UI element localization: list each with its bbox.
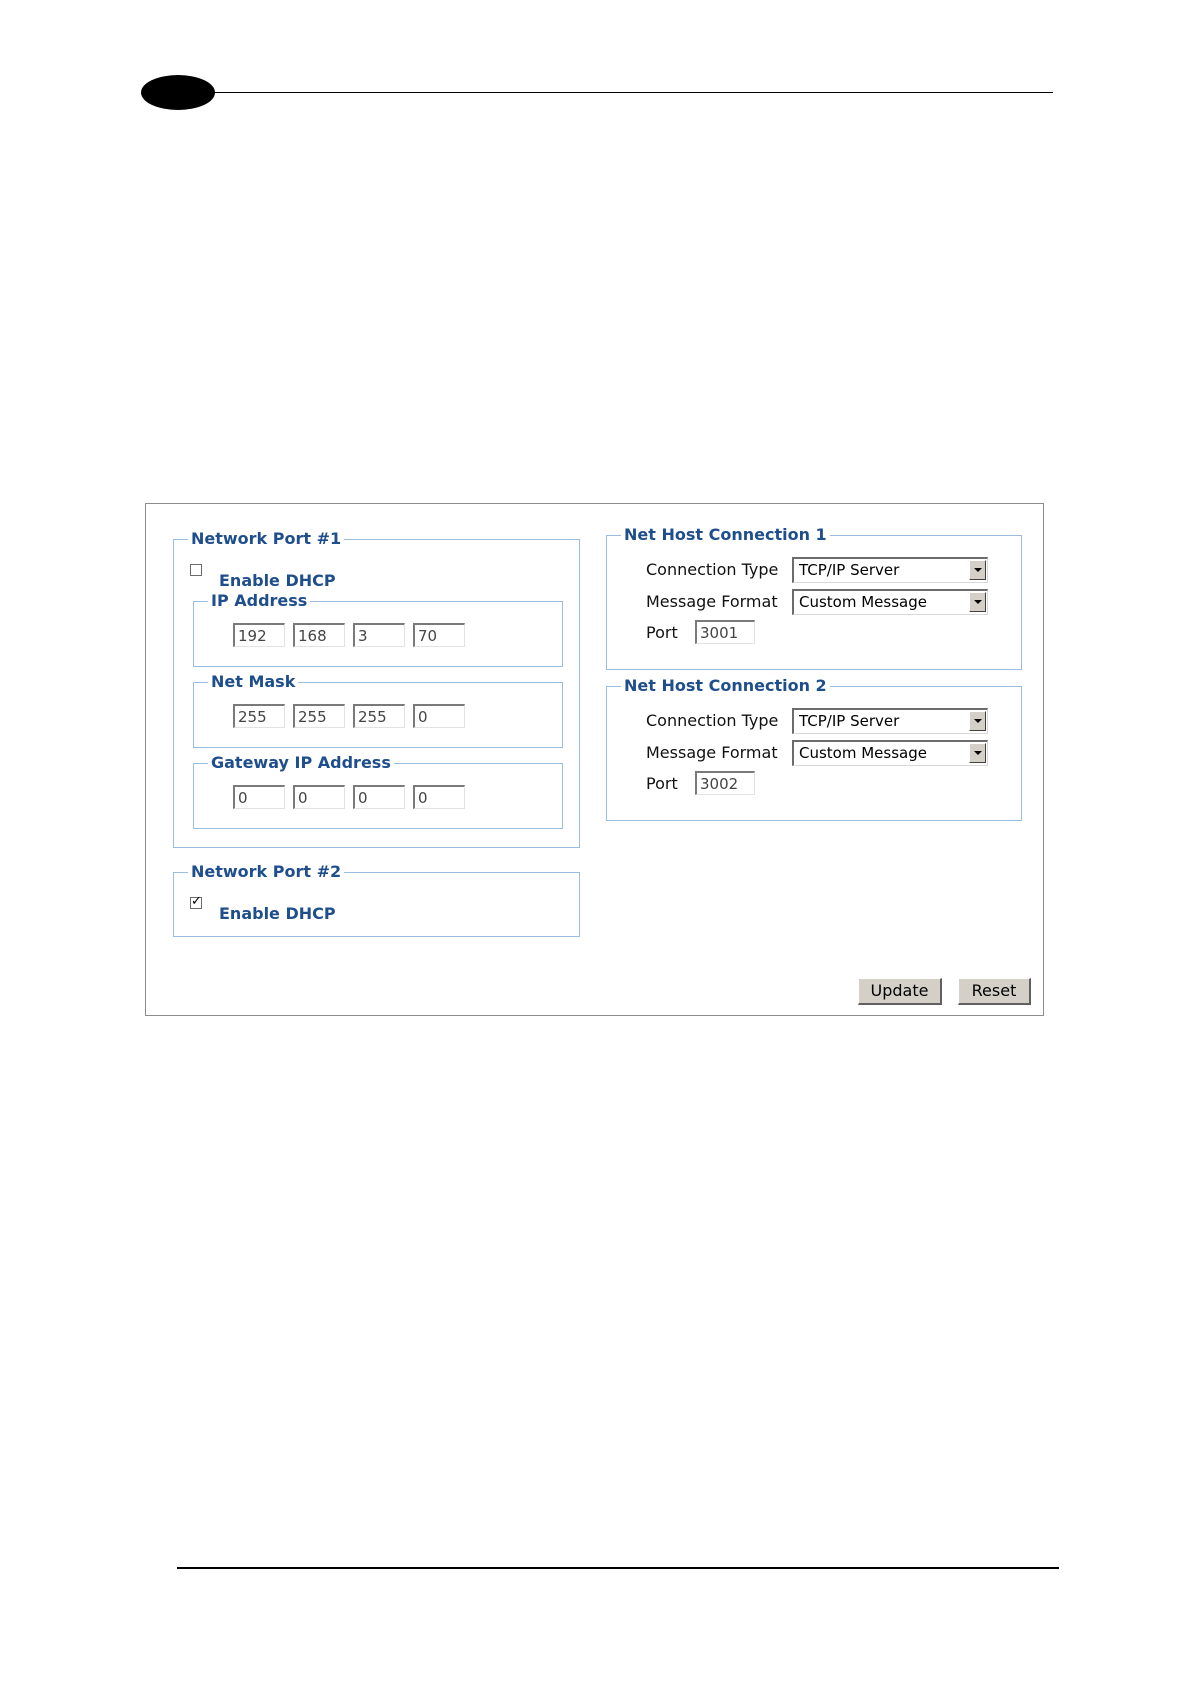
host2-connection-type-value: TCP/IP Server	[799, 712, 900, 730]
port1-enable-dhcp-checkbox[interactable]	[190, 564, 202, 576]
ip-octet-2[interactable]: 168	[293, 623, 345, 647]
footer-rule	[177, 1567, 1059, 1569]
chevron-down-icon[interactable]	[969, 560, 986, 580]
mask-octet-1[interactable]: 255	[233, 704, 285, 728]
net-mask-title: Net Mask	[208, 672, 298, 692]
ip-octet-1[interactable]: 192	[233, 623, 285, 647]
host1-message-format-select[interactable]	[792, 589, 988, 615]
gateway-octet-3[interactable]: 0	[353, 785, 405, 809]
chevron-down-icon[interactable]	[969, 592, 986, 612]
header-chapter-tab	[141, 75, 215, 110]
host1-port-label: Port	[646, 623, 678, 642]
ip-address-title: IP Address	[208, 591, 310, 611]
chevron-down-icon[interactable]	[969, 743, 986, 763]
port2-enable-dhcp-label: Enable DHCP	[219, 904, 336, 923]
net-host-2-title: Net Host Connection 2	[621, 676, 830, 696]
ip-address-group	[193, 591, 563, 667]
header-rule	[212, 92, 1053, 93]
port2-enable-dhcp-checkbox[interactable]	[190, 894, 202, 909]
network-port-2-title: Network Port #2	[188, 862, 344, 882]
mask-octet-3[interactable]: 255	[353, 704, 405, 728]
host2-message-format-label: Message Format	[646, 743, 778, 762]
host2-connection-type-label: Connection Type	[646, 711, 779, 730]
net-host-connection-2-group	[606, 676, 1022, 821]
host2-port-label: Port	[646, 774, 678, 793]
host1-message-format-label: Message Format	[646, 592, 778, 611]
host2-connection-type-select[interactable]	[792, 708, 988, 734]
mask-octet-4[interactable]: 0	[413, 704, 465, 728]
network-settings-panel	[145, 503, 1044, 1016]
host1-connection-type-value: TCP/IP Server	[799, 561, 900, 579]
net-host-connection-1-group	[606, 525, 1022, 670]
host2-message-format-value: Custom Message	[799, 744, 927, 762]
host1-message-format-value: Custom Message	[799, 593, 927, 611]
host1-connection-type-select[interactable]	[792, 557, 988, 583]
host1-port-input[interactable]: 3001	[695, 620, 755, 644]
net-host-1-title: Net Host Connection 1	[621, 525, 830, 545]
host1-connection-type-label: Connection Type	[646, 560, 779, 579]
network-port-1-title: Network Port #1	[188, 529, 344, 549]
reset-button[interactable]: Reset	[958, 978, 1031, 1005]
gateway-group	[193, 753, 563, 829]
network-port-2-group	[173, 862, 580, 937]
ip-octet-3[interactable]: 3	[353, 623, 405, 647]
ip-octet-4[interactable]: 70	[413, 623, 465, 647]
host2-message-format-select[interactable]	[792, 740, 988, 766]
port1-enable-dhcp-label: Enable DHCP	[219, 571, 336, 590]
checkmark-icon: ✓	[191, 894, 202, 909]
gateway-octet-4[interactable]: 0	[413, 785, 465, 809]
update-button[interactable]: Update	[858, 978, 942, 1005]
gateway-octet-1[interactable]: 0	[233, 785, 285, 809]
chevron-down-icon[interactable]	[969, 711, 986, 731]
gateway-title: Gateway IP Address	[208, 753, 394, 773]
network-port-1-group	[173, 529, 580, 848]
gateway-octet-2[interactable]: 0	[293, 785, 345, 809]
mask-octet-2[interactable]: 255	[293, 704, 345, 728]
net-mask-group	[193, 672, 563, 748]
host2-port-input[interactable]: 3002	[695, 771, 755, 795]
